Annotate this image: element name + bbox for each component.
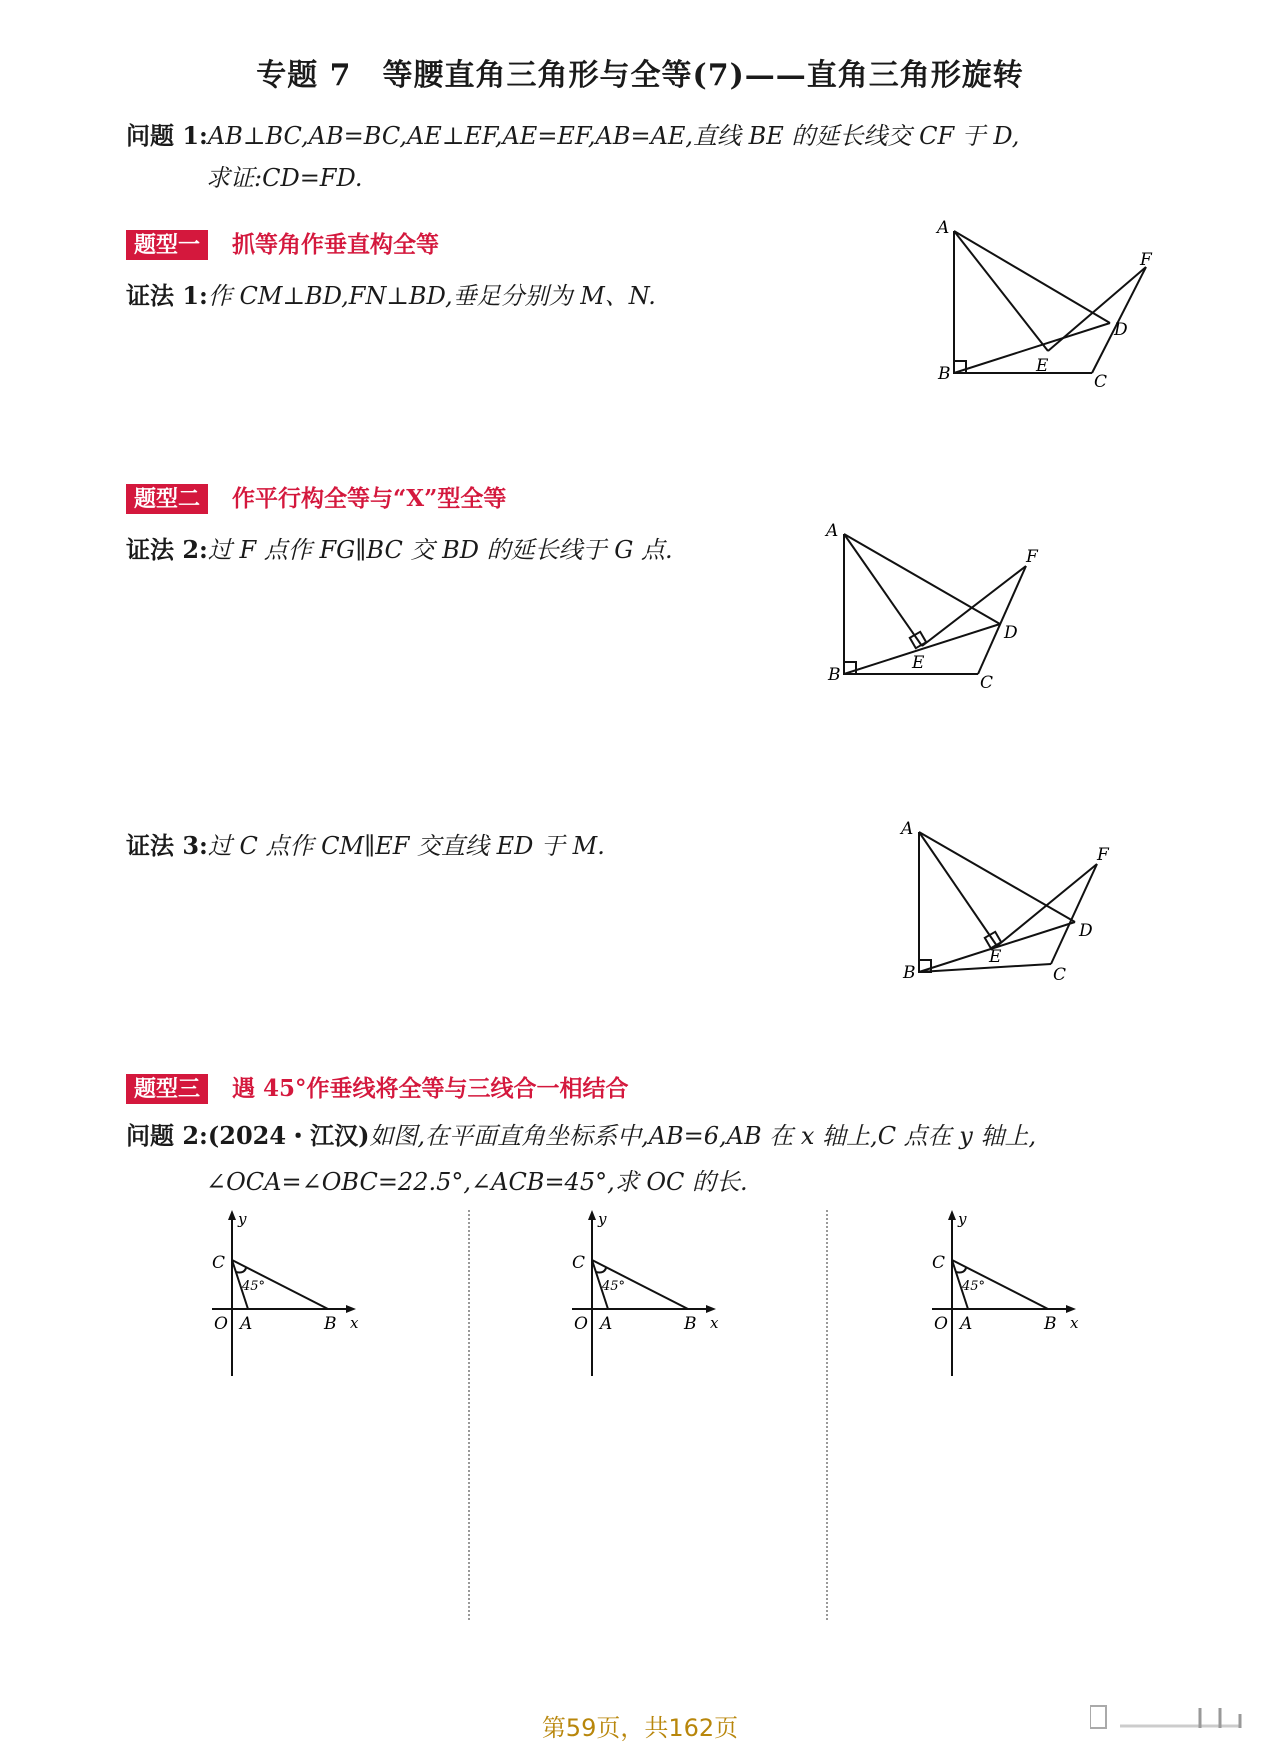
label-O: O (934, 1314, 948, 1334)
label-F: F (1026, 547, 1038, 567)
geometry-figure-3 (895, 818, 1135, 988)
geometry-figure-2 (820, 520, 1060, 690)
label-B: B (938, 364, 951, 384)
type3-title: 遇 45°作垂线将全等与三线合一相结合 (232, 1075, 629, 1102)
label-D: D (1004, 623, 1018, 643)
page-title: 专题 7 等腰直角三角形与全等(7)——直角三角形旋转 (256, 58, 1024, 93)
geometry-figure-1 (930, 215, 1170, 390)
problem1-statement (126, 116, 1019, 151)
label-E: E (989, 947, 1002, 967)
problem1-text: AB⊥BC,AB=BC,AE⊥EF,AE=EF,AB=AE,直线 BE 的延长线交 CF 于 D, (207, 122, 1020, 150)
type1-badge: 题型一 (126, 230, 208, 260)
type3-badge: 题型三 (126, 1074, 208, 1104)
label-C: C (932, 1253, 946, 1273)
label-F: F (1097, 845, 1109, 865)
method2-text: 过 F 点作 FG∥BC 交 BD 的延长线于 G 点. (207, 536, 673, 564)
problem1-prove-text: 求证:CD=FD. (206, 164, 363, 192)
method3-label: 证法 3: (126, 831, 208, 860)
label-A: A (960, 1314, 973, 1334)
angle-label: 45° (602, 1279, 626, 1294)
problem2-statement-2 (206, 1162, 748, 1197)
problem2-label: 问题 2: (126, 1121, 208, 1150)
label-B: B (324, 1314, 337, 1334)
method1 (126, 276, 656, 311)
method1-text: 作 CM⊥BD,FN⊥BD,垂足分别为 M、N. (207, 282, 656, 310)
scrollbar-indicator-icon[interactable] (1090, 1700, 1260, 1730)
label-A: A (937, 218, 950, 238)
type1-title: 抓等角作垂直构全等 (232, 231, 440, 258)
angle-label: 45° (242, 1279, 266, 1294)
label-y: y (958, 1210, 967, 1228)
problem2-statement (126, 1116, 1036, 1151)
coord-figure-1 (200, 1206, 380, 1386)
method3-text: 过 C 点作 CM∥EF 交直线 ED 于 M. (207, 832, 605, 860)
label-x: x (710, 1314, 719, 1332)
type3-header (126, 1070, 629, 1104)
angle-label: 45° (962, 1279, 986, 1294)
label-x: x (350, 1314, 359, 1332)
label-C: C (1094, 372, 1108, 390)
problem2-text2: ∠OCA=∠OBC=22.5°,∠ACB=45°,求 OC 的长. (206, 1168, 748, 1196)
type2-header (126, 480, 506, 514)
problem1-label: 问题 1: (126, 121, 208, 150)
method1-label: 证法 1: (126, 281, 208, 310)
label-C: C (1053, 965, 1067, 985)
method2-label: 证法 2: (126, 535, 208, 564)
label-A: A (901, 819, 914, 839)
label-A: A (826, 521, 839, 541)
label-B: B (684, 1314, 697, 1334)
column-divider-1 (468, 1210, 470, 1620)
label-B: B (828, 665, 841, 685)
label-B: B (903, 963, 916, 983)
method2 (126, 530, 673, 565)
type2-badge: 题型二 (126, 484, 208, 514)
page-indicator: 第59页，共162页 (541, 1714, 739, 1742)
label-C: C (980, 673, 994, 690)
problem2-text: 如图,在平面直角坐标系中,AB=6,AB 在 x 轴上,C 点在 y 轴上, (369, 1122, 1037, 1150)
coord-figure-2 (560, 1206, 740, 1386)
label-y: y (598, 1210, 607, 1228)
label-A: A (600, 1314, 613, 1334)
label-O: O (574, 1314, 588, 1334)
column-divider-2 (826, 1210, 828, 1620)
problem1-prove (206, 158, 362, 193)
label-C: C (572, 1253, 586, 1273)
label-E: E (1036, 356, 1049, 376)
label-O: O (214, 1314, 228, 1334)
label-B: B (1044, 1314, 1057, 1334)
label-A: A (240, 1314, 253, 1334)
type1-header (126, 226, 439, 260)
label-E: E (912, 653, 925, 673)
label-D: D (1114, 320, 1128, 340)
type2-title: 作平行构全等与“X”型全等 (232, 485, 507, 512)
label-x: x (1070, 1314, 1079, 1332)
label-F: F (1140, 250, 1152, 270)
method3 (126, 826, 605, 861)
label-y: y (238, 1210, 247, 1228)
problem2-source: (2024・江汉) (207, 1121, 370, 1150)
label-C: C (212, 1253, 226, 1273)
label-D: D (1079, 921, 1093, 941)
coord-figure-3 (920, 1206, 1100, 1386)
